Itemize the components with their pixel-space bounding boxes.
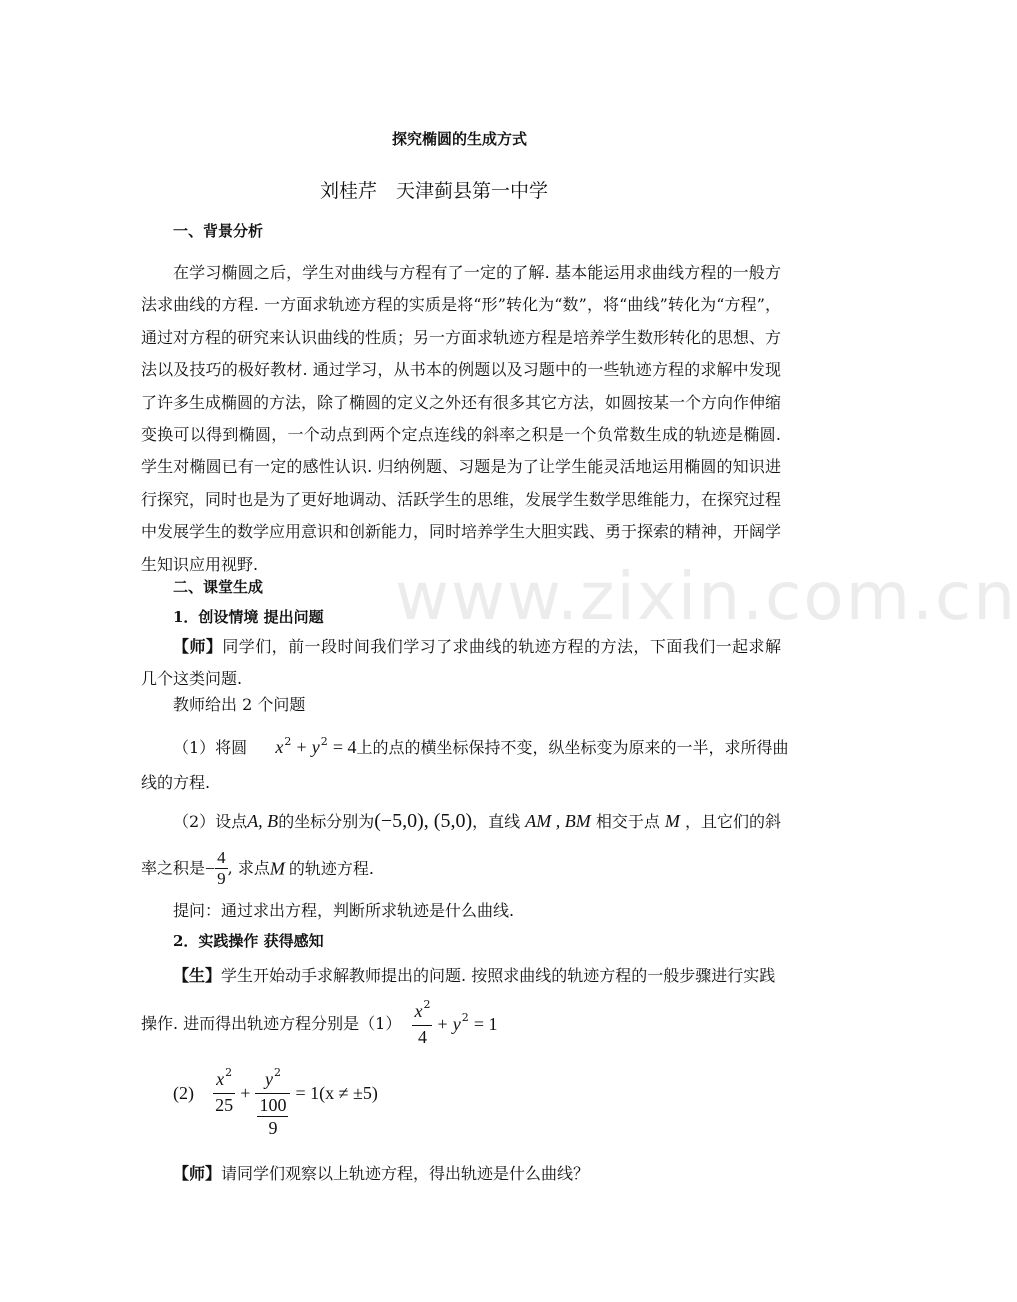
eq1-y: y — [452, 1014, 461, 1034]
question-1 — [173, 731, 788, 766]
fraction-denominator: 9 — [217, 869, 226, 888]
section-heading-background: 一、背景分析 — [173, 222, 264, 240]
q2-M: M — [664, 811, 680, 831]
q2-text-h: 的轨迹方程. — [288, 858, 374, 878]
q1-x: x — [275, 737, 284, 757]
eq2-y-exp: 2 — [273, 1066, 281, 1079]
eq2-label: (2) — [173, 1083, 194, 1103]
q2-lines: AM , BM — [525, 811, 591, 831]
eq2-rest: = 1(x ≠ ±5) — [295, 1083, 378, 1103]
q2-text-b: 的坐标分别为 — [278, 812, 375, 831]
q1-eq: = 4 — [332, 737, 357, 757]
answer-line-1 — [141, 1000, 498, 1048]
author-line: 刘桂芹 天津蓟县第一中学 — [320, 180, 549, 202]
eq1-x-exp: 2 — [423, 998, 431, 1011]
problem-intro: 教师给出 2 个问题 — [173, 695, 306, 714]
q2-text-g: , 求点 — [227, 858, 270, 878]
teacher-tag-2: 【师】 — [173, 1164, 222, 1183]
subheading-practice: 2．实践操作 获得感知 — [173, 932, 324, 950]
q1-plus: + — [296, 737, 307, 757]
q1-y-exp: 2 — [320, 735, 328, 748]
q2-M-2: M — [269, 858, 285, 879]
subheading-scenario: 1．创设情境 提出问题 — [173, 608, 324, 626]
q1-y: y — [311, 737, 320, 757]
teacher-statement-1 — [141, 631, 781, 695]
eq1-den: 4 — [417, 1027, 427, 1047]
eq2-x-exp: 2 — [225, 1066, 233, 1079]
q2-text-e: ，且它们的斜 — [685, 812, 782, 831]
equation-2-fraction-2 — [255, 1068, 290, 1139]
eq1-x: x — [414, 1001, 423, 1021]
eq2-den-den: 9 — [268, 1118, 278, 1138]
q2-text-f: 率之积是 — [141, 858, 206, 878]
equation-1-fraction — [412, 1000, 432, 1048]
fraction-numerator: 4 — [217, 848, 226, 867]
teacher-statement-2 — [173, 1158, 589, 1190]
eq2-den-num: 100 — [259, 1095, 287, 1115]
fraction-4-9 — [215, 848, 228, 889]
q2-coords: (−5,0), (5,0) — [374, 810, 473, 832]
background-paragraph: 在学习椭圆之后，学生对曲线与方程有了一定的了解. 基本能运用求曲线方程的一般方法求曲线的方程. 一方面求轨迹方程的实质是将“形”转化为“数”，将“曲线”转化为“方程”，通过对方程的研究来认识曲线的性质；另一方面求轨迹方程是培养学生数形转化的思想、方法以及技巧的极好教材. 通过学习，从书本的例题以及习题中的一些轨迹方程的求解中发现了许多生成椭圆的方法，除了椭圆的定义之外还有很多其它方法，如圆按某一个方向作伸缩变换可以得到椭圆，一个动点到两个定点连线的斜率之积是一个负常数生成的轨迹是椭圆. 学生对椭圆已有一定的感性认识. 归纳例题、习题是为了让学生能灵活地运用椭圆的知识进行探究，同时也是为了更好地调动、活跃学生的思维，发展学生数学思维能力，在探究过程中发展学生的数学应用意识和创新能力，同时培养学生大胆实践、勇于探索的精神，开阔学生知识应用视野. — [141, 263, 782, 574]
q2-minus: − — [205, 858, 216, 879]
eq2-x: x — [216, 1069, 225, 1089]
teacher-text: 同学们，前一段时间我们学习了求曲线的轨迹方程的方法，下面我们一起求解几个这类问题. — [141, 637, 781, 688]
student-statement — [173, 960, 775, 992]
question-2-line2 — [141, 848, 374, 889]
q1-suffix: 上的点的横坐标保持不变，纵坐标变为原来的一半，求所得曲 — [356, 738, 789, 757]
q2-text-a: （2）设点 — [173, 812, 248, 831]
document-title: 探究椭圆的生成方式 — [392, 130, 528, 148]
teacher-tag: 【师】 — [173, 637, 223, 656]
nested-fraction-100-9 — [257, 1094, 288, 1139]
eq2-y: y — [264, 1069, 273, 1089]
question-1-line2: 线的方程. — [141, 773, 211, 792]
answer-line-2 — [173, 1068, 378, 1139]
question-2 — [173, 805, 781, 838]
q2-text-d: 相交于点 — [595, 812, 660, 831]
student-tag: 【生】 — [173, 966, 222, 985]
equation-2-fraction-1 — [213, 1068, 235, 1116]
eq2-den-1: 25 — [215, 1095, 234, 1115]
q2-points: A, B — [247, 811, 279, 831]
watermark: www.zixin.com.cn — [395, 558, 1017, 635]
student-text-1: 学生开始动手求解教师提出的问题. 按照求曲线的轨迹方程的一般步骤进行实践 — [221, 966, 776, 985]
student-text-2: 操作. 进而得出轨迹方程分别是（1） — [141, 1014, 402, 1033]
teacher-text-2: 请同学们观察以上轨迹方程，得出轨迹是什么曲线？ — [221, 1164, 590, 1183]
eq1-rest: = 1 — [473, 1014, 498, 1034]
q1-prefix: （1）将圆 — [173, 738, 248, 757]
section-heading-classroom: 二、课堂生成 — [173, 578, 264, 596]
q2-text-c: ，直线 — [472, 812, 521, 831]
eq1-plus: + — [437, 1014, 448, 1034]
q1-x-exp: 2 — [284, 735, 292, 748]
prompt-question: 提问：通过求出方程，判断所求轨迹是什么曲线. — [173, 901, 515, 920]
eq1-y-exp: 2 — [461, 1010, 469, 1024]
eq2-plus: + — [240, 1083, 251, 1103]
